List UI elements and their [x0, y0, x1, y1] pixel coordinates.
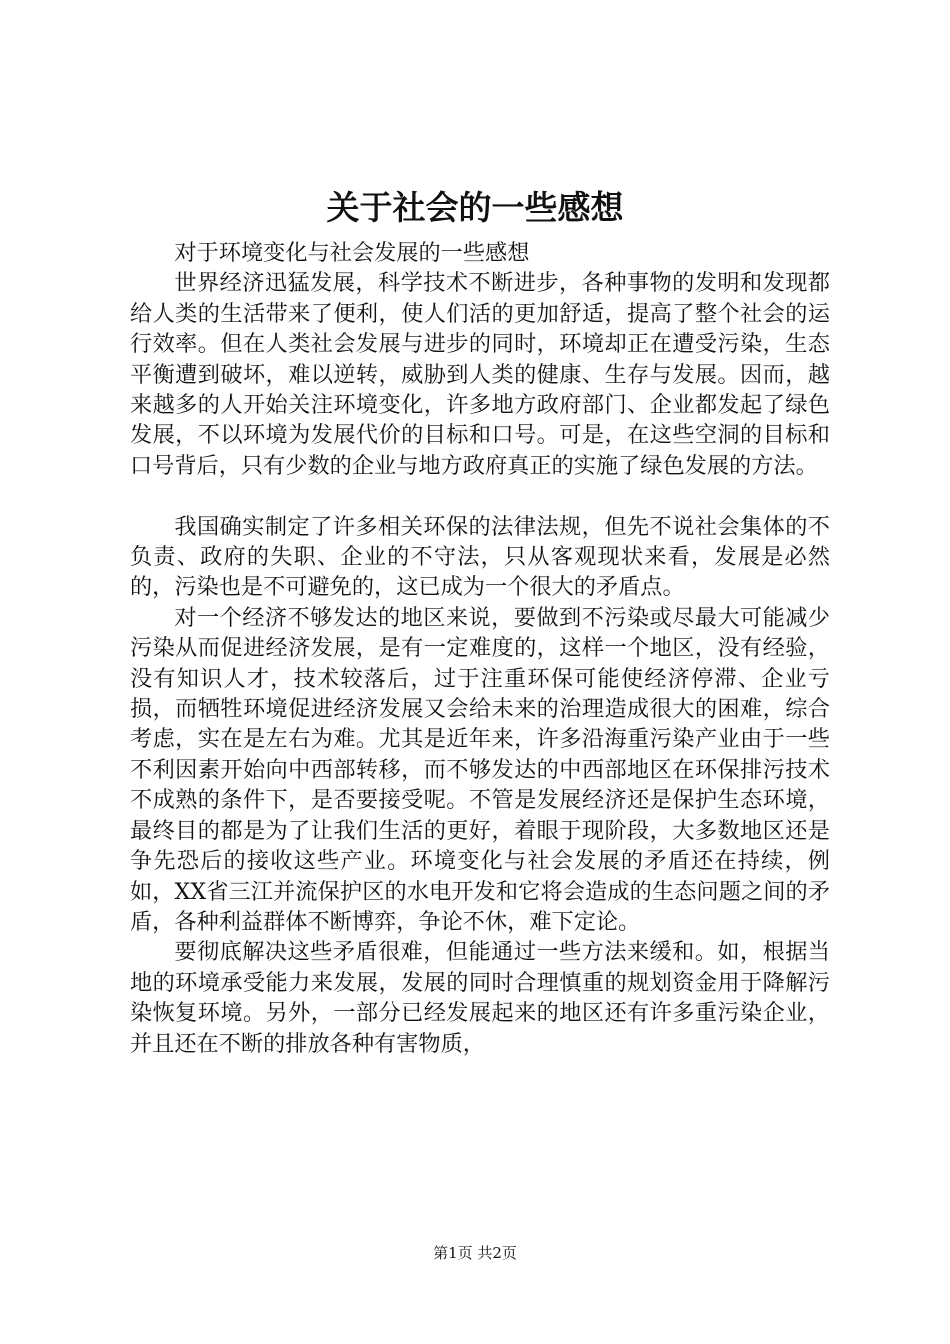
document-body: [130, 238, 830, 1059]
document-title: 关于社会的一些感想: [326, 188, 624, 227]
body-paragraph: 世界经济迅猛发展，科学技术不断进步，各种事物的发明和发现都给人类的生活带来了便利，使人们活的更加舒适，提高了整个社会的运行效率。但在人类社会发展与进步的同时，环境却正在遭受污染，生态平衡遭到破坏，难以逆转，威胁到人类的健康、生存与发展。因而，越来越多的人开始关注环境变化，许多地方政府部门、企业都发起了绿色发展，不以环境为发展代价的目标和口号。可是，在这些空洞的目标和口号背后，只有少数的企业与地方政府真正的实施了绿色发展的方法。: [130, 270, 830, 479]
body-paragraph: 要彻底解决这些矛盾很难，但能通过一些方法来缓和。如，根据当地的环境承受能力来发展，发展的同时合理慎重的规划资金用于降解污染恢复环境。另外，一部分已经发展起来的地区还有许多重污染企业，并且还在不断的排放各种有害物质，: [130, 939, 830, 1057]
body-paragraph: 我国确实制定了许多相关环保的法律法规，但先不说社会集体的不负责、政府的失职、企业的不守法，只从客观现状来看，发展是必然的，污染也是不可避免的，这已成为一个很大的矛盾点。: [130, 513, 830, 601]
page-number-footer: 第1页 共2页: [433, 1244, 517, 1262]
subtitle-paragraph: 对于环境变化与社会发展的一些感想: [174, 240, 530, 266]
body-paragraph: 对一个经济不够发达的地区来说，要做到不污染或尽最大可能减少污染从而促进经济发展，是有一定难度的，这样一个地区，没有经验，没有知识人才，技术较落后，过于注重环保可能使经济停滞、企业亏损，而牺牲环境促进经济发展又会给未来的治理造成很大的困难，综合考虑，实在是左右为难。尤其是近年来，许多沿海重污染产业由于一些不利因素开始向中西部转移，而不够发达的中西部地区在环保排污技术不成熟的条件下，是否要接受呢。不管是发展经济还是保护生态环境，最终目的都是为了让我们生活的更好，着眼于现阶段，大多数地区还是争先恐后的接收这些产业。环境变化与社会发展的矛盾还在持续，例如，XX省三江并流保护区的水电开发和它将会造成的生态问题之间的矛盾，各种利益群体不断博弈，争论不休，难下定论。: [130, 604, 830, 935]
